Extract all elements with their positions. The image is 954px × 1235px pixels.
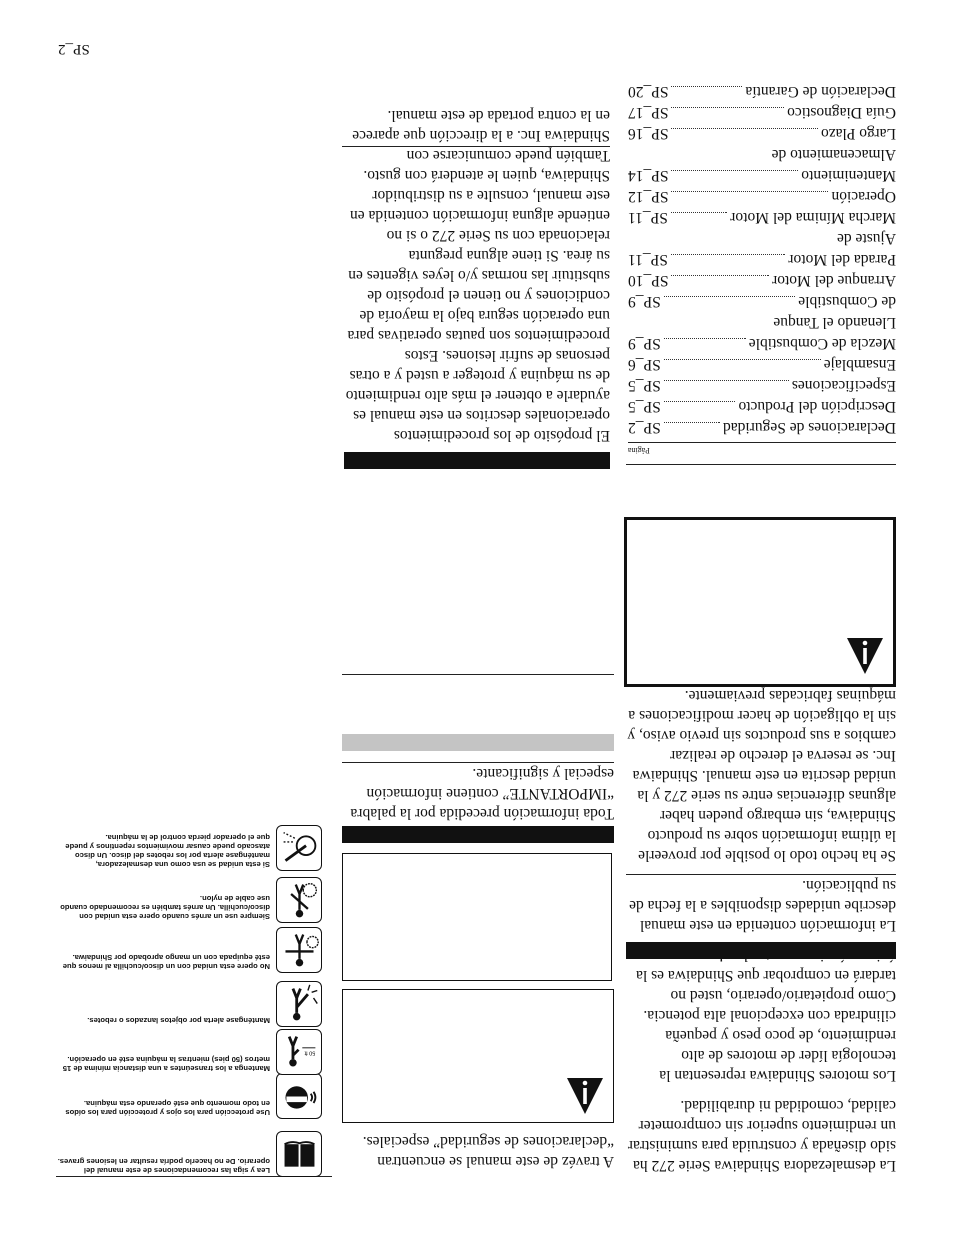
caution-box [342,853,612,981]
safety-icon-row [54,1073,322,1119]
toc-page: SP_12 [628,188,669,205]
toc-leader-dots [672,107,785,108]
warning-triangle-icon [565,1076,605,1116]
toc-label: Descripción del Producto [738,398,896,415]
divider [342,146,610,147]
toc-page: SP_10 [628,272,669,289]
barrier-handle-icon [276,927,322,973]
toc-leader-dots [672,275,770,276]
toc-leader-dots [671,254,785,255]
toc-row [628,396,896,417]
eye-ear-protection-icon [276,1073,322,1119]
toc-label: Mezcla de Combustible [748,335,896,352]
toc-row [628,228,896,249]
toc-label: Mantenimiento [801,167,896,184]
toc-row [628,291,896,312]
toc-leader-dots [664,380,789,381]
toc-row [628,354,896,375]
safety-icon-text: Lea y siga las recomendaciones de este manual del operario. De no hacerlo podría resultar en lesiones graves. [57,1157,270,1175]
safety-icon-row [54,1029,322,1075]
toc-row [628,333,896,354]
toc-page: SP_16 [628,125,669,142]
toc-row [628,270,896,291]
toc-page: SP_2 [628,419,661,436]
toc-page: SP_9 [628,335,661,352]
harness-icon [276,877,322,923]
toc-row [628,165,896,186]
toc-leader-dots [664,401,736,402]
blade-thrust-icon [276,825,322,871]
toc-row [628,123,896,144]
toc-label: Llenando el Tanque [773,314,896,331]
toc-leader-dots [672,128,818,129]
safety-icon-row [54,981,322,1027]
toc-row [628,102,896,123]
toc-label: Largo Plazo [820,125,896,142]
toc-leader-dots [672,86,743,87]
page-number: SP_2 [58,41,90,57]
safety-icon-row [54,877,322,923]
toc-label: Declaración de Garantía [745,83,896,100]
toc-leader-dots [672,170,799,171]
info-paragraph: La información contenida en este manual describe unidades disponibles a la fecha de su publicación. [629,877,896,934]
toc-page: SP_5 [628,377,661,394]
toc-page: SP_9 [628,293,661,310]
toc-page: SP_11 [628,209,668,226]
engines-paragraph: Los motores Shindaiwa representan la tecnología líder de motores de alto rendimiento, de poco peso y pequeña cilindrada con excepcional alta potencia. Como propietario/operario, usted no tardará en comprobar que Shindaiwa es la [636,967,896,1084]
toc-label: Especificaciones [791,377,896,394]
divider [342,762,614,763]
toc-row [628,186,896,207]
toc-label: Guía Diagnostico [787,104,896,121]
toc-label: Ajuste de [837,230,896,247]
notice-box [624,517,896,687]
toc-label: Almacenamiento de [771,146,896,163]
section-header-bar [626,942,896,959]
toc-leader-dots [664,359,821,360]
warning-triangle-icon [845,636,885,676]
toc-row [628,207,896,228]
toc-leader-dots [664,422,720,423]
toc-row [628,312,896,333]
toc-row [628,81,896,102]
toc-label: de Combustible [798,293,896,310]
section-grey-bar [342,734,614,751]
toc-row [628,375,896,396]
toc-row [628,417,896,438]
toc-label: Parada del Motor [788,251,896,268]
toc-label: Arranque del Motor [772,272,896,289]
toc-label: Marcha Mínima del Motor [730,209,896,226]
thrown-objects-icon [276,981,322,1027]
safety-icon-row [54,825,322,871]
safety-statements-paragraph: A travéz de este manual se encuentran “declaraciones de seguridad” especiales. [362,1133,614,1170]
svg-text:50 ft: 50 ft [304,1049,316,1056]
safety-icon-text: Use protección para los ojos y protección para los oídos en todo momento que esté operando esta máquina. [65,1099,270,1117]
toc-page: SP_17 [628,104,669,121]
effort-paragraph: Se ha hecho todo lo posible por proveerle la última información sobre su producto Shindaiwa, sin embargo pueden haber algunas diferencias entre su serie 272 y la unidad descrita en este manual. Shindaiwa Inc. se reserva el derecho de realizar cambios a sus productos sin previo aviso, y sin la obligación de hacer modificaciones a máquinas fabricadas previamente. [627,687,896,864]
toc-row [628,249,896,270]
bystander-distance-icon [276,1029,322,1075]
toc-page: SP_14 [628,167,669,184]
toc-page: SP_11 [628,251,668,268]
safety-icon-text: Si esta unidad se usa como una desmalezadora, manténgase alerta por los rebotes del disco. Un disco atascado puede causar movimientos repentinos y puede que el operador pierda control de la máquina. [65,833,270,869]
safety-icon-text: Siempre use un arnés cuando opere esta unidad con disco/cuchilla. Un arnés también es recomendado cuando use cable de nylon. [60,894,270,921]
toc-row [628,144,896,165]
purpose-paragraph: El propósito de los procedimientos operacionales descritos en este manual es ayudarle a obtener el más alto rendimiento de su máquina y proteger a usted y a otras personas de sufrir lesiones. Estos procedimientos son pautas operativas para una operación segura bajo la mayoría de condiciones y no tienen el propósito de substituir las normas y/o leyes vigentes en su área. Si tiene alguna pregunta relacionada con su Serie 272 o si no entiende alguna información contenida en este manual, consulte a su distribuidor Shindaiwa, quien le atenderá con gusto. También puede comunicarse con Shindaiwa Inc. a la dirección que aparece en la contra portada de este manual. [345,107,610,444]
toc-page: SP_6 [628,356,661,373]
table-of-contents [628,81,896,455]
toc-leader-dots [672,191,829,192]
toc-rule [628,442,896,443]
purpose-header-bar [344,452,610,469]
toc-leader-dots [664,296,796,297]
safety-icon-text: Manténgase alerta por objetos lanzados o rebotes. [87,1016,270,1025]
toc-header: Página [628,446,650,455]
toc-label: Declaraciones de Seguridad [722,419,896,436]
safety-icon-text: No opere esta unidad con un disco/cuchilla al menos que esté equipada con un mango aprobado por Shindaiwa. [62,953,270,971]
toc-page: SP_20 [628,83,669,100]
warning-box [342,989,614,1123]
toc-leader-dots [664,338,746,339]
divider [626,874,896,875]
toc-leader-dots [671,212,727,213]
safety-icon-row [54,927,322,973]
safety-icon-text: Mantenga a los transeúntes a una distancia mínima de 15 metros (50 pies) mientras la máquina esté en operación. [62,1055,270,1073]
divider [626,464,896,465]
toc-label: Ensamblaje [823,356,896,373]
manual-book-icon [276,1131,322,1177]
safety-icon-row [54,1131,322,1177]
divider [342,674,614,675]
toc-label: Operación [831,188,896,205]
toc-page: SP_5 [628,398,661,415]
intro-paragraph: La desmalezadora Shindaiwa Serie 272 ha sido diseñada y construida para suministrar un rendimiento superior sin comprometer calidad, comodidad ni durabilidad. [627,1097,896,1174]
important-header-bar [342,826,614,843]
important-paragraph: Toda información precedida por la palabra “IMPORTANTE” contiene información especial y significante. [350,765,614,822]
